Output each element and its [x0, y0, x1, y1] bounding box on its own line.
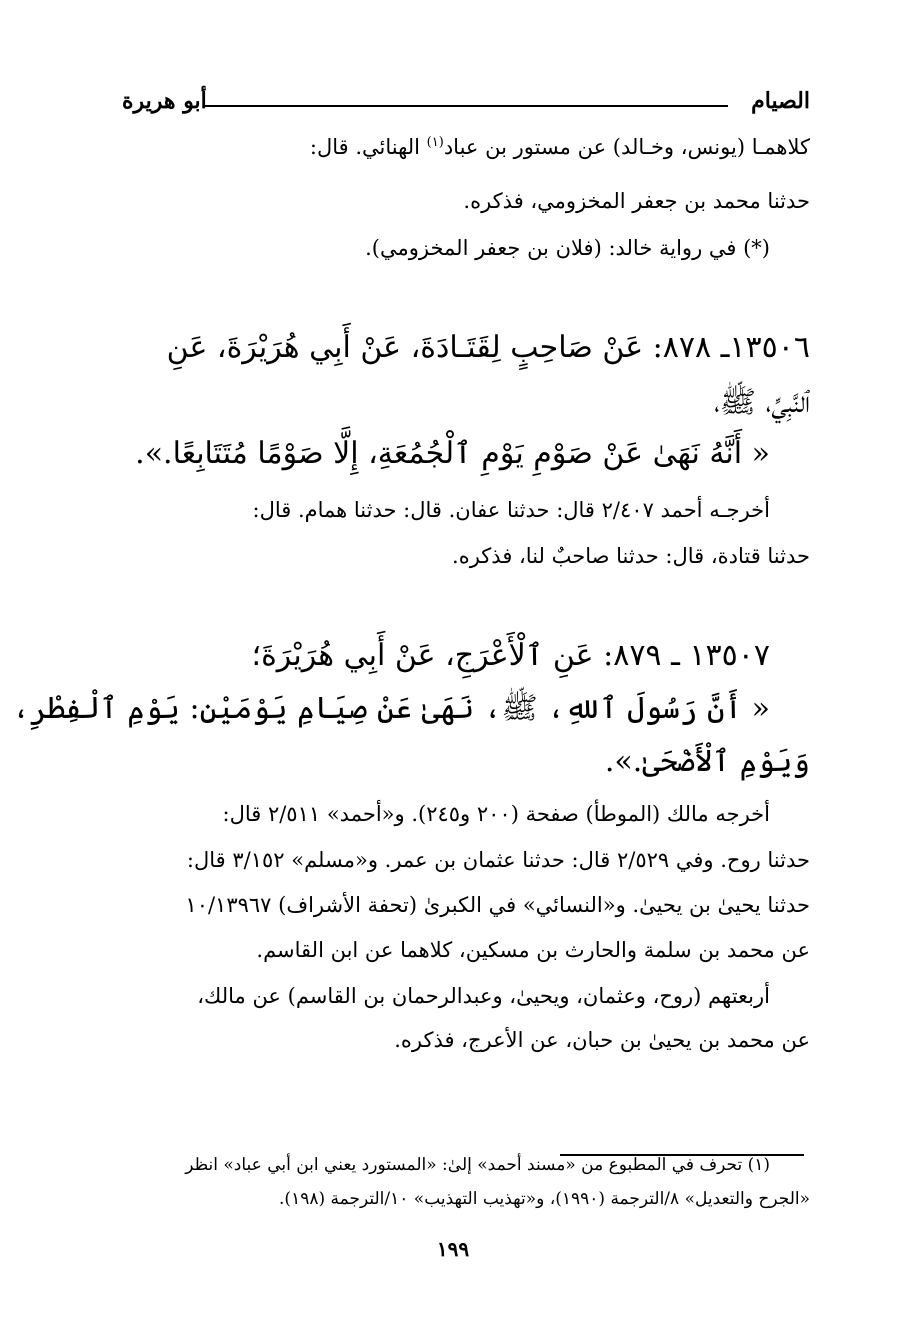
hadith-2-takhrij-line-2: حدثنا روح. وفي ٢/٥٢٩ قال: حدثنا عثمان بن عمر. و«مسلم» ٣/١٥٢ قال:: [186, 848, 810, 872]
variant-note: (*) في رواية خالد: (فلان بن جعفر المخزومي).: [365, 236, 770, 260]
hadith-2-takhrij-line-3: حدثنا يحيىٰ بن يحيىٰ. و«النسائي» في الكبرىٰ (تحفة الأشراف) ١٠/١٣٩٦٧: [185, 893, 810, 917]
continuation-line-2: حدثنا محمد بن جعفر المخزومي، فذكره.: [463, 189, 810, 213]
chapter-title: الصيام: [751, 88, 810, 114]
hadith-1-line-2: ٱلنَّبِيِّ، ﷺ،: [714, 385, 810, 420]
running-header: [122, 88, 810, 122]
hadith-2-line-2: « أَنَّ رَسُولَ ٱللهِ، ﷺ، نَهَىٰ عَنْ صِيَامِ يَوْمَيْنِ: يَوْمِ ٱلْفِطْرِ،: [12, 691, 770, 726]
hadith-1-takhrij-line-1: أخرجـه أحمد ٢/٤٠٧ قال: حدثنا عفان. قال: حدثنا همام. قال:: [252, 498, 770, 522]
hadith-1-text: « أَنَّهُ نَهَىٰ عَنْ صَوْمِ يَوْمِ ٱلْجُمُعَةِ، إِلَّا صَوْمًا مُتَتَابِعًا.».: [135, 436, 770, 471]
hadith-2-takhrij-line-1: أخرجه مالك (الموطأ) صفحة (٢٠٠ و٢٤٥). و«أحمد» ٢/٥١١ قال:: [222, 802, 770, 826]
hadith-2-line-3: وَيَوْمِ ٱلْأَضْحَىٰ.».: [604, 744, 810, 779]
footnote-line-1: (١) تحرف في المطبوع من «مسند أحمد» إلىٰ: «المستورد يعني ابن أبي عباد» انظر: [185, 1155, 770, 1175]
hadith-2-line-1: ١٣٥٠٧ ـ ٨٧٩: عَنِ ٱلْأَعْرَجِ، عَنْ أَبِي هُرَيْرَةَ؛: [251, 638, 770, 673]
header-rule: [204, 105, 728, 107]
footnote-line-2: «الجرح والتعديل» ٨/الترجمة (١٩٩٠)، و«تهذيب التهذيب» ١٠/الترجمة (١٩٨).: [279, 1189, 810, 1209]
continuation-line-1: كلاهمـا (يونس، وخـالد) عن مستور بن عباد$^{(١)}$ الهنائي. قال:: [309, 135, 810, 159]
section-title: أبو هريرة: [122, 88, 207, 114]
hadith-2-takhrij-line-4: عن محمد بن سلمة والحارث بن مسكين، كلاهما عن ابن القاسم.: [256, 938, 810, 962]
page-number: ١٩٩: [436, 1237, 470, 1261]
hadith-1-line-1: ١٣٥٠٦ـ ٨٧٨: عَنْ صَاحِبٍ لِقَتَـادَةَ، عَنْ أَبِي هُرَيْرَةَ، عَنِ: [166, 330, 810, 365]
footnote-marker: (١): [426, 135, 444, 150]
hadith-2-summary-line-1: أربعتهم (روح، وعثمان، ويحيىٰ، وعبدالرحمان بن القاسم) عن مالك،: [197, 984, 770, 1008]
hadith-2-summary-line-2: عن محمد بن يحيىٰ بن حبان، عن الأعرج، فذكره.: [394, 1028, 810, 1052]
hadith-1-takhrij-line-2: حدثنا قتادة، قال: حدثنا صاحبٌ لنا، فذكره.: [452, 544, 810, 568]
